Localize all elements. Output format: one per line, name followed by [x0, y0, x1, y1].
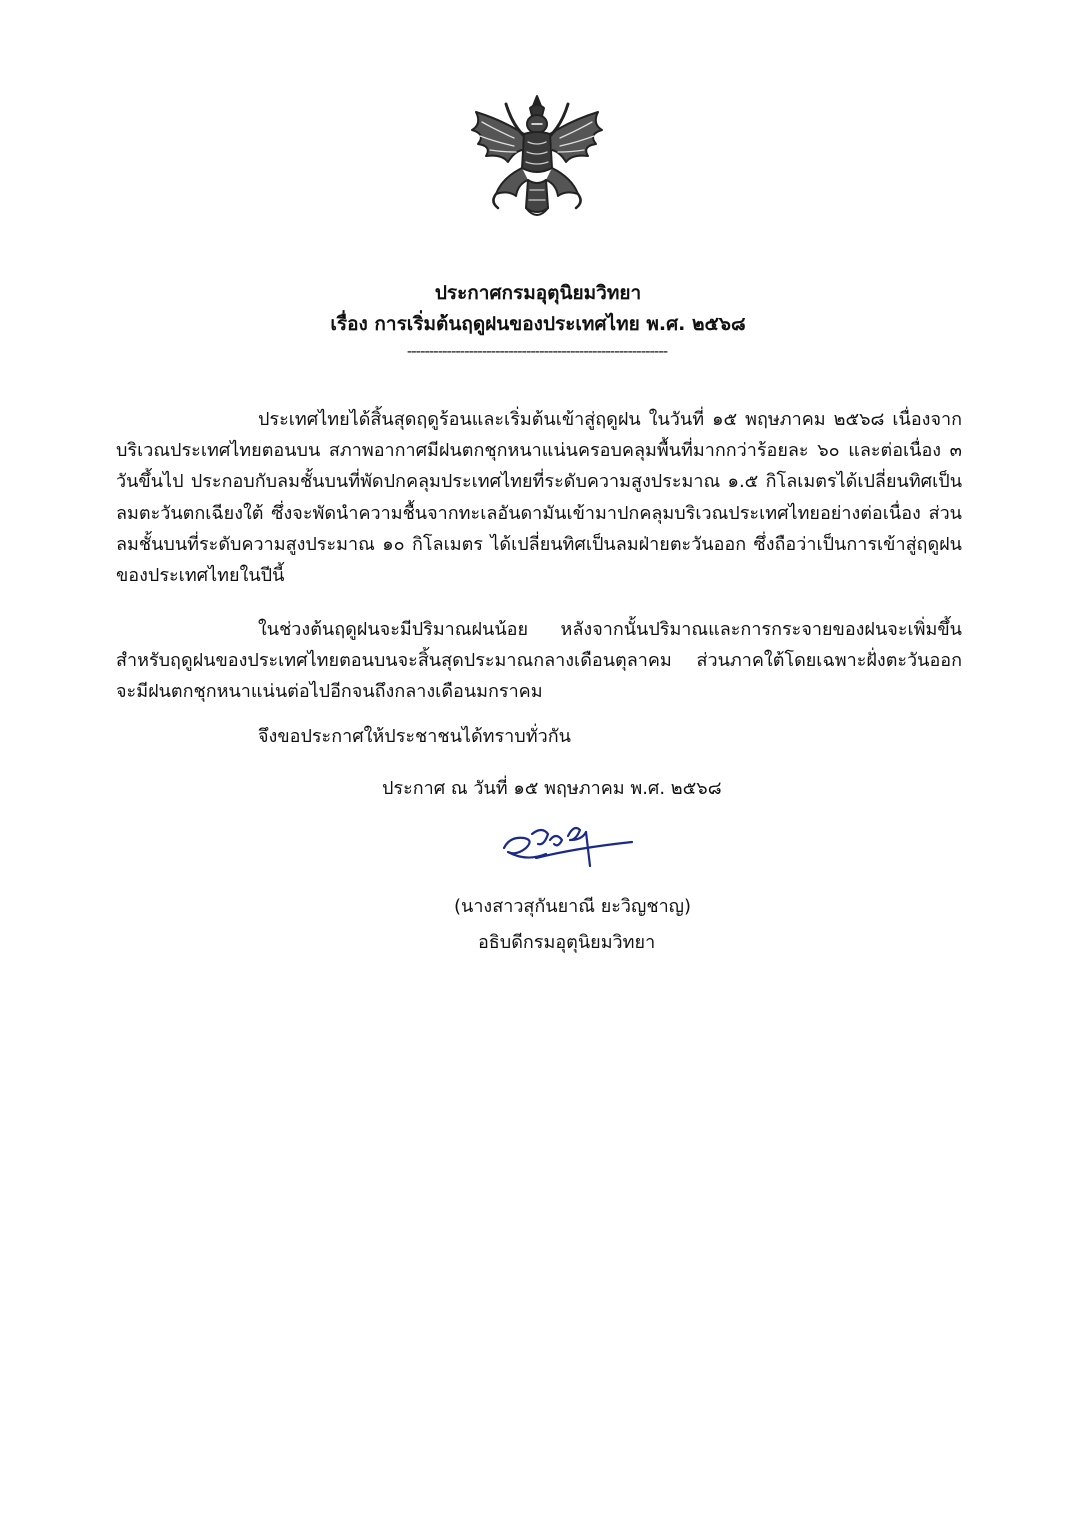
body-paragraph-3: จึงขอประกาศให้ประชาชนได้ทราบทั่วกัน [258, 726, 571, 747]
garuda-emblem-icon [462, 90, 612, 230]
announcement-date: ประกาศ ณ วันที่ ๑๕ พฤษภาคม พ.ศ. ๒๕๖๘ [382, 778, 722, 799]
announcement-title: ประกาศกรมอุตุนิยมวิทยา [434, 282, 642, 304]
body-paragraph-1: ประเทศไทยได้สิ้นสุดฤดูร้อนและเริ่มต้นเข้าสู่ฤดูฝน ในวันที่ ๑๕ พฤษภาคม ๒๕๖๘ เนื่องจากบริเวณประเทศไทยตอนบน สภาพอากาศมีฝนตกชุกหนาแน่นครอบคลุมพื้นที่มากกว่าร้อยละ ๖๐ และต่อเนื่อง ๓ วันขึ้นไป ประกอบกับลมชั้นบนที่พัดปกคลุมประเทศไทยที่ระดับความสูงประมาณ ๑.๕ กิโลเมตรได้เปลี่ยนทิศเป็นลมตะวันตกเฉียงใต้ ซึ่งจะพัดนำความชื้นจากทะเลอันดามันเข้ามาปกคลุมบริเวณประเทศไทยอย่างต่อเนื่อง ส่วนลมชั้นบนที่ระดับความสูงประมาณ ๑๐ กิโลเมตร ได้เปลี่ยนทิศเป็นลมฝ่ายตะวันออก ซึ่งถือว่าเป็นการเข้าสู่ฤดูฝนของประเทศไทยในปีนี้ [116, 409, 962, 587]
announcement-subject: เรื่อง การเริ่มต้นฤดูฝนของประเทศไทย พ.ศ. ๒๕๖๘ [330, 313, 746, 335]
separator-line: ----------------------------------------------------------- [406, 342, 668, 360]
signer-name: (นางสาวสุกันยาณี ยะวิญชาญ) [454, 896, 692, 917]
signature-icon [496, 818, 636, 870]
body-paragraph-2: ในช่วงต้นฤดูฝนจะมีปริมาณฝนน้อย หลังจากนั้นปริมาณและการกระจายของฝนจะเพิ่มขึ้น สำหรับฤดูฝนของประเทศไทยตอนบนจะสิ้นสุดประมาณกลางเดือนตุลาคม ส่วนภาคใต้โดยเฉพาะฝั่งตะวันออกจะมีฝนตกชุกหนาแน่นต่อไปอีกจนถึงกลางเดือนมกราคม [116, 619, 962, 703]
signer-title: อธิบดีกรมอุตุนิยมวิทยา [478, 932, 656, 953]
